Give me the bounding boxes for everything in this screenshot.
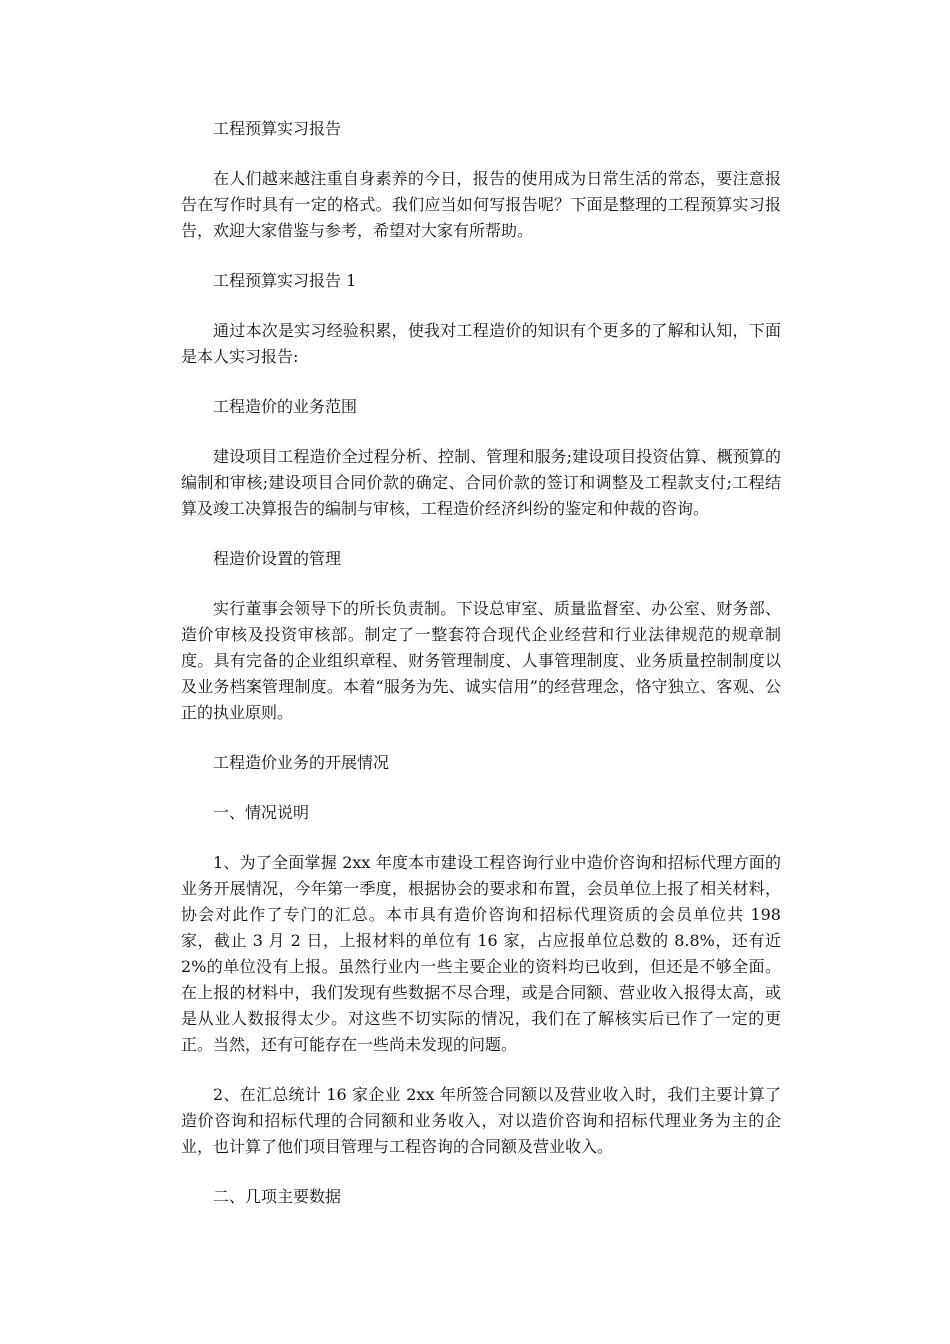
document-title: 工程预算实习报告: [213, 119, 342, 138]
paragraph: 建设项目工程造价全过程分析、控制、管理和服务;建设项目投资估算、概预算的编制和审核;建设项目合同价款的确定、合同价款的签订和调整及工程款支付;工程结算及竣工决算报告的编制与审核，工程造价经济纠纷的鉴定和仲裁的咨询。: [181, 447, 781, 518]
section-heading-management: 程造价设置的管理: [213, 549, 342, 568]
paragraph: 1、为了全面掌握 2xx 年度本市建设工程咨询行业中造价咨询和招标代理方面的业务开展情况，今年第一季度，根据协会的要求和布置，会员单位上报了相关材料，协会对此作了专门的汇总。本市具有造价咨询和招标代理资质的会员单位共 198 家，截止 3 月 2 日，上报材料的单位有 16 家，占应报单位总数的 8.8%，还有近 2%的单位没有上报。虽然行业内一些主要企业的资料均已收到，但还是不够全面。在上报的材料中，我们发现有些数据不尽合理，或是合同额、营业收入报得太高，或是从业人数报得太少。对这些不切实际的情况，我们在了解核实后已作了一定的更正。当然，还有可能存在一些尚未发现的问题。: [181, 853, 781, 1054]
section-heading-business-status: 工程造价业务的开展情况: [213, 753, 390, 772]
subsection-heading-key-data: 二、几项主要数据: [213, 1187, 342, 1206]
document-body: [181, 116, 781, 1234]
section-heading-report-1: 工程预算实习报告 1: [213, 271, 357, 290]
paragraph: 通过本次是实习经验积累，使我对工程造价的知识有个更多的了解和认知，下面是本人实习报告:: [181, 321, 781, 366]
subsection-heading-situation: 一、情况说明: [213, 803, 310, 822]
paragraph: 2、在汇总统计 16 家企业 2xx 年所签合同额以及营业收入时，我们主要计算了造价咨询和招标代理的合同额和业务收入，对以造价咨询和招标代理业务为主的企业，也计算了他们项目管理与工程咨询的合同额及营业收入。: [181, 1085, 781, 1156]
section-heading-business-scope: 工程造价的业务范围: [213, 397, 358, 416]
paragraph: 实行董事会领导下的所长负责制。下设总审室、质量监督室、办公室、财务部、造价审核及投资审核部。制定了一整套符合现代企业经营和行业法律规范的规章制度。具有完备的企业组织章程、财务管理制度、人事管理制度、业务质量控制制度以及业务档案管理制度。本着“服务为先、诚实信用”的经营理念，恪守独立、客观、公正的执业原则。: [181, 599, 781, 722]
intro-paragraph: 在人们越来越注重自身素养的今日，报告的使用成为日常生活的常态，要注意报告在写作时具有一定的格式。我们应当如何写报告呢？下面是整理的工程预算实习报告，欢迎大家借鉴与参考，希望对大家有所帮助。: [181, 169, 781, 240]
